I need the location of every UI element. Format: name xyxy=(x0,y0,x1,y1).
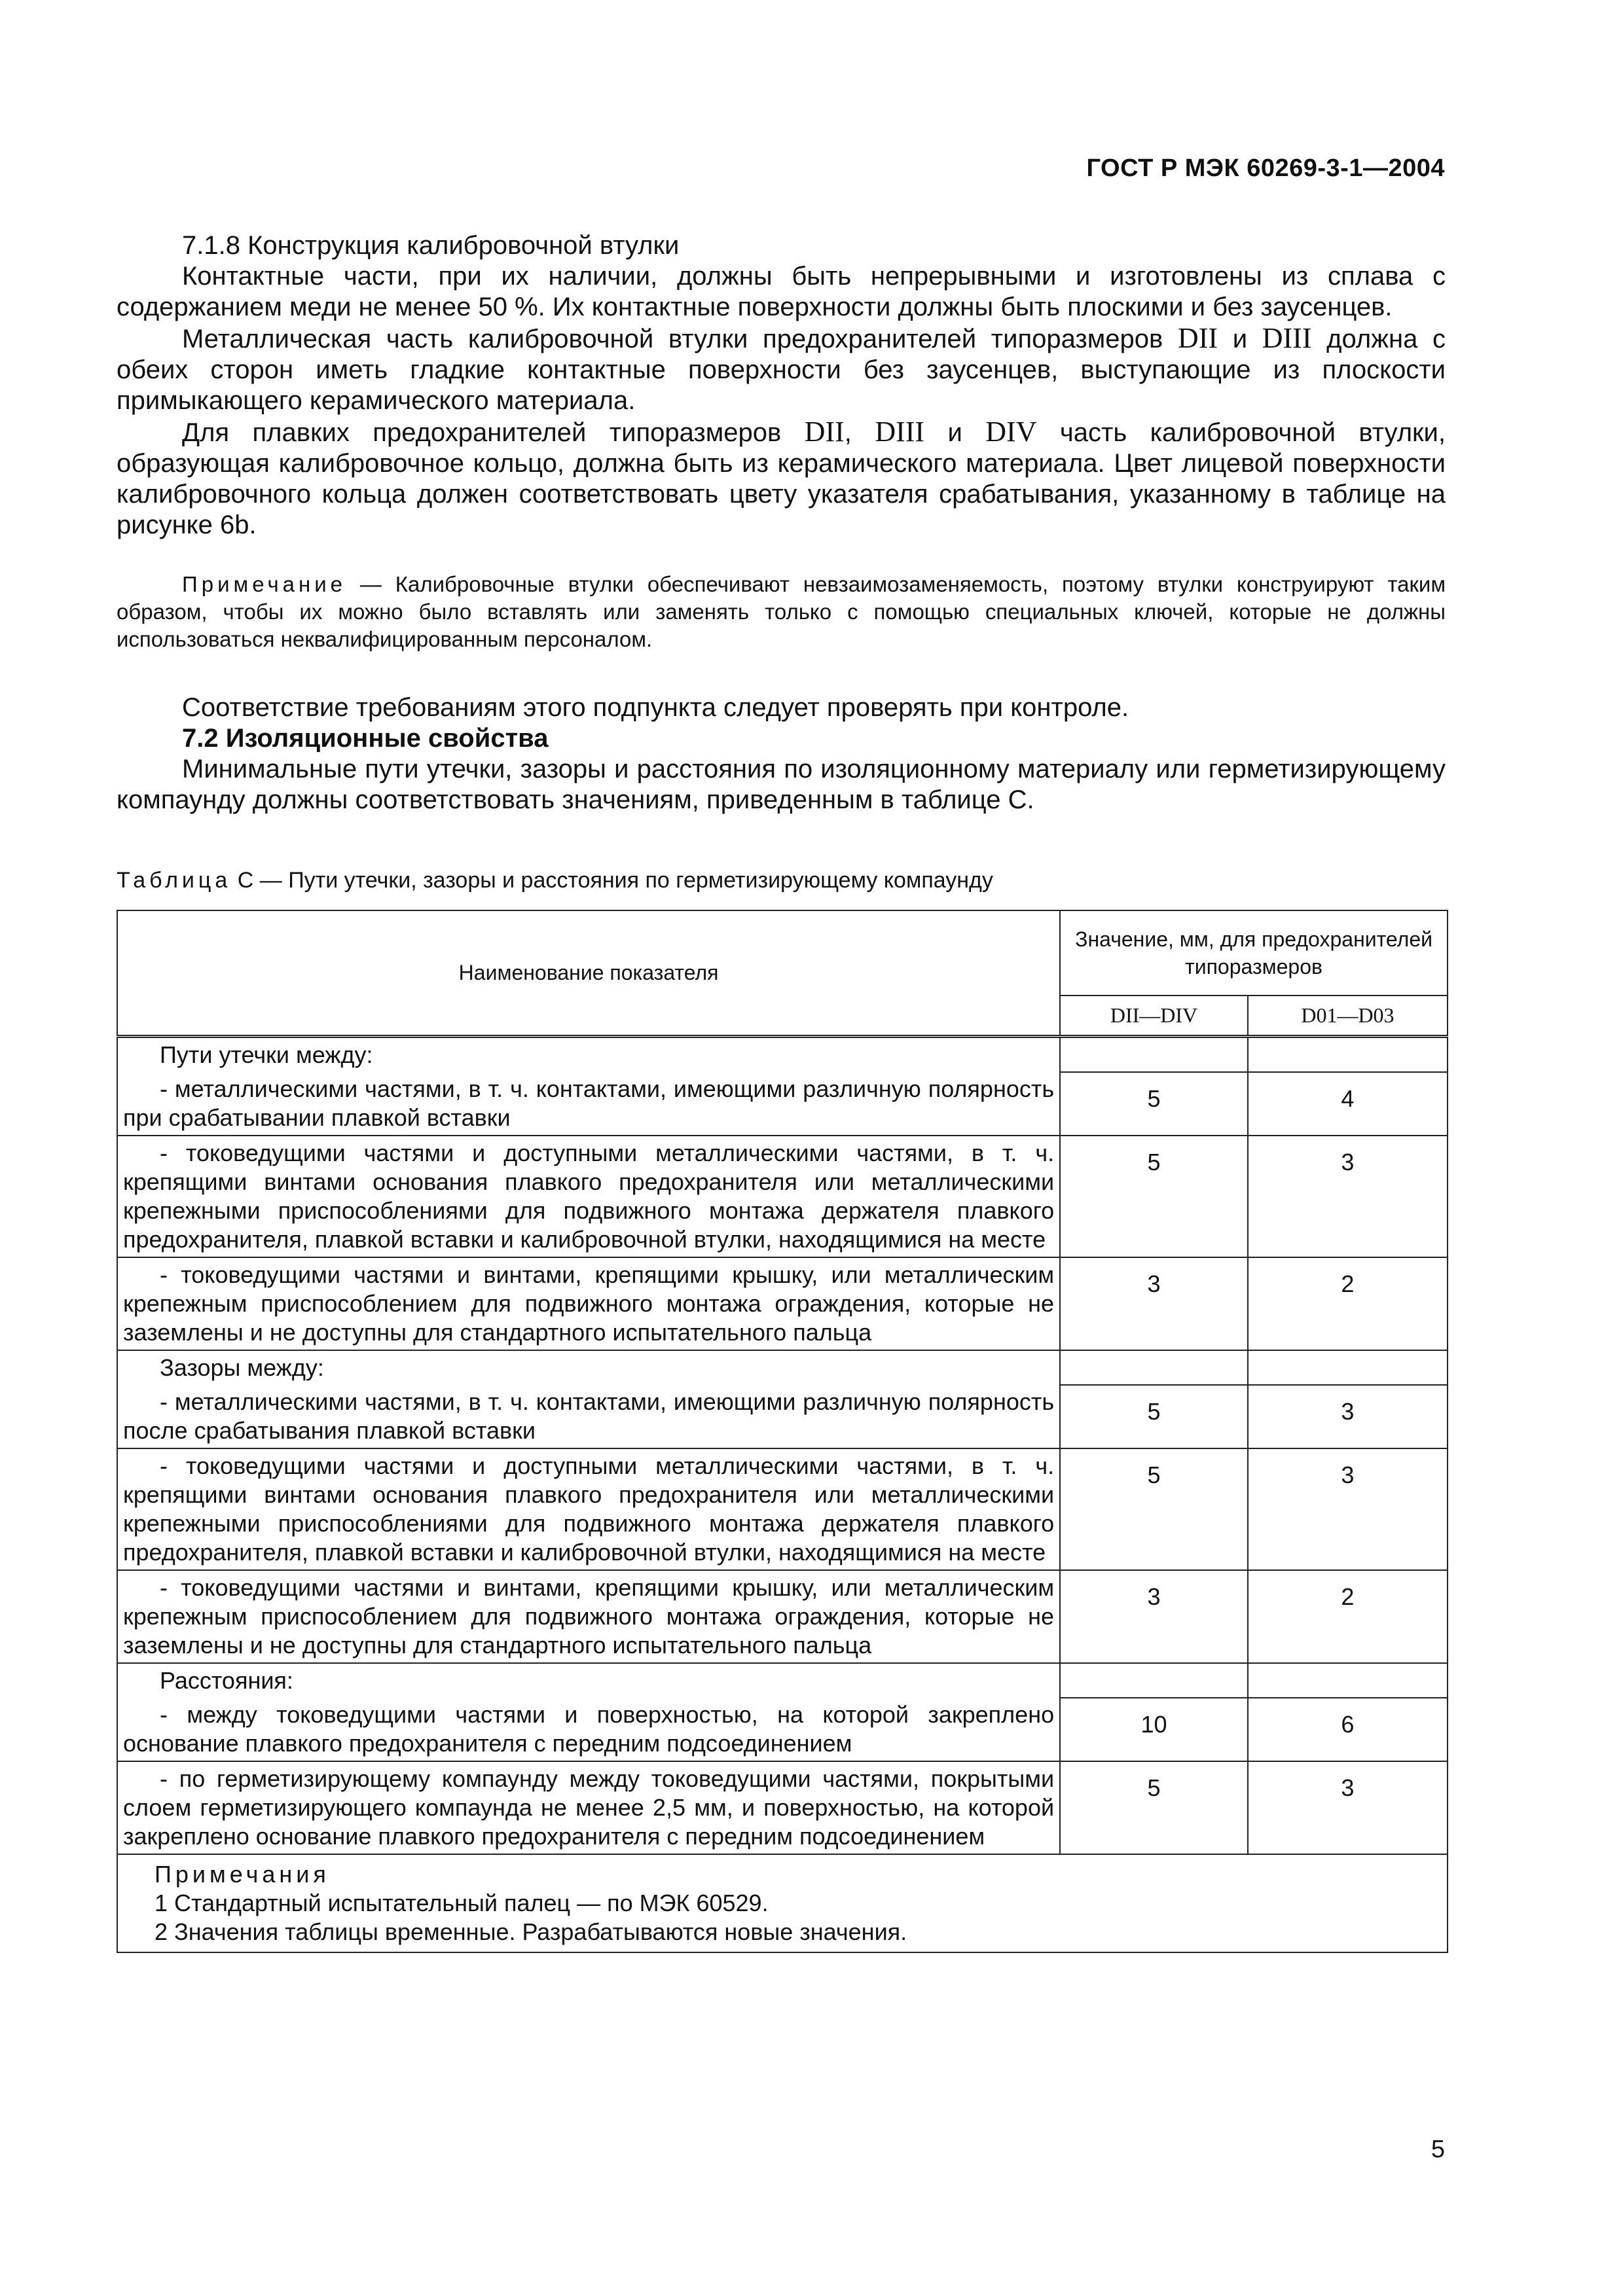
row-text: - токоведущими частями и винтами, крепящими крышку, или металлическим крепежным приспособлением для подвижного монтажа ограждения, которые не заземлены и не доступны для стандартного испытательного пальца xyxy=(117,1257,1060,1350)
row-value-a: 3 xyxy=(1060,1257,1248,1350)
row-text: - металлическими частями, в т. ч. контактами, имеющими различную полярность при срабатывании плавкой вставки xyxy=(117,1072,1060,1136)
note-1: 1 Стандартный испытательный палец — по МЭК 60529. xyxy=(155,1889,769,1916)
section-718-para3: Для плавких предохранителей типоразмеров DII, DIII и DIV часть калибровочной втулки, образующая калибровочное кольцо, должна быть из керамического материала. Цвет лицевой поверхности калибровочного кольца должен соответствовать цвету указателя срабатывания, указанному в таблице на рисунке 6b. xyxy=(117,416,1446,539)
size-code: DIII xyxy=(1262,322,1312,354)
row-value-b: 2 xyxy=(1248,1257,1448,1350)
section-718-title: 7.1.8 Конструкция калибровочной втулки xyxy=(182,231,680,260)
group-title: Зазоры между: xyxy=(117,1350,1060,1385)
row-value-a: 5 xyxy=(1060,1761,1248,1854)
size-code: DIII xyxy=(875,416,925,448)
size-code: DII xyxy=(1177,322,1218,354)
group-title: Пути утечки между: xyxy=(117,1036,1060,1072)
table-caption-label: Таблица xyxy=(117,868,232,893)
section-718-para2: Металлическая часть калибровочной втулки предохранителей типоразмеров DII и DIII должна с обеих сторон иметь гладкие контактные поверхности без заусенцев, выступающие из плоскости примыкающего керамического материала. xyxy=(117,322,1446,415)
page-number: 5 xyxy=(1431,2136,1445,2163)
table-row xyxy=(117,1136,1448,1257)
row-value-a: 10 xyxy=(1060,1698,1248,1761)
table-row xyxy=(117,1385,1448,1448)
note-label: Примечание xyxy=(182,572,347,596)
row-value-b: 3 xyxy=(1248,1136,1448,1257)
note-2: 2 Значения таблицы временные. Разрабатываются новые значения. xyxy=(155,1918,907,1945)
header-col-d01-d03: D01—D03 xyxy=(1248,996,1448,1036)
body-text xyxy=(117,230,1446,816)
section-72-para: Минимальные пути утечки, зазоры и расстояния по изоляционному материалу или герметизирующему компаунду должны соответствовать значениям, приведенным в таблице С. xyxy=(117,755,1446,814)
document-code: ГОСТ Р МЭК 60269-3-1—2004 xyxy=(1086,154,1445,182)
table-caption xyxy=(117,868,993,893)
table-c xyxy=(117,910,1448,1953)
section-718-para1: Контактные части, при их наличии, должны быть непрерывными и изготовлены из сплава с содержанием меди не менее 50 %. Их контактные поверхности должны быть плоскими и без заусенцев. xyxy=(117,262,1446,321)
table-caption-text: С — Пути утечки, зазоры и расстояния по герметизирующему компаунду xyxy=(231,868,993,893)
header-value: Значение, мм, для предохранителей типоразмеров xyxy=(1060,910,1448,996)
table-row xyxy=(117,1698,1448,1761)
row-value-a: 5 xyxy=(1060,1136,1248,1257)
row-text: - по герметизирующему компаунду между токоведущими частями, покрытыми слоем герметизирующего компаунда не менее 2,5 мм, и поверхностью, на которой закреплено основание плавкого предохранителя с передним подсоединением xyxy=(117,1761,1060,1854)
row-value-a: 5 xyxy=(1060,1385,1248,1448)
table-row xyxy=(117,1072,1448,1136)
row-value-b: 3 xyxy=(1248,1761,1448,1854)
table-row xyxy=(117,1761,1448,1854)
row-value-a: 5 xyxy=(1060,1448,1248,1570)
table-row xyxy=(117,1448,1448,1570)
row-value-b: 2 xyxy=(1248,1570,1448,1663)
table-row xyxy=(117,1570,1448,1663)
row-text: - токоведущими частями и винтами, крепящими крышку, или металлическим крепежным приспособлением для подвижного монтажа ограждения, которые не заземлены и не доступны для стандартного испытательного пальца xyxy=(117,1570,1060,1663)
size-code: DIV xyxy=(985,416,1037,448)
row-value-b: 3 xyxy=(1248,1448,1448,1570)
row-value-a: 5 xyxy=(1060,1072,1248,1136)
row-value-b: 6 xyxy=(1248,1698,1448,1761)
section-72-title: 7.2 Изоляционные свойства xyxy=(182,724,549,753)
table-notes xyxy=(117,1854,1448,1952)
table-row xyxy=(117,1257,1448,1350)
row-value-b: 3 xyxy=(1248,1385,1448,1448)
header-col-dii-div: DII—DIV xyxy=(1060,996,1248,1036)
group-title: Расстояния: xyxy=(117,1663,1060,1698)
note-text: — Калибровочные втулки обеспечивают невзаимозаменяемость, поэтому втулки конструируют таким образом, чтобы их можно было вставлять или заменять только с помощью специальных ключей, которые не должны использоваться неквалифицированным персоналом. xyxy=(117,572,1446,651)
header-name: Наименование показателя xyxy=(117,910,1060,1036)
row-text: - токоведущими частями и доступными металлическими частями, в т. ч. крепящими винтами основания плавкого предохранителя или металлическими крепежными приспособлениями для подвижного монтажа держателя плавкого предохранителя, плавкой вставки и калибровочной втулки, находящимися на месте xyxy=(117,1448,1060,1570)
row-text: - металлическими частями, в т. ч. контактами, имеющими различную полярность после срабатывания плавкой вставки xyxy=(117,1385,1060,1448)
size-code: DII xyxy=(804,416,845,448)
row-text: - токоведущими частями и доступными металлическими частями, в т. ч. крепящими винтами основания плавкого предохранителя или металлическими крепежными приспособлениями для подвижного монтажа держателя плавкого предохранителя, плавкой вставки и калибровочной втулки, находящимися на месте xyxy=(117,1136,1060,1257)
notes-title: Примечания xyxy=(155,1860,330,1888)
row-value-b: 4 xyxy=(1248,1072,1448,1136)
compliance-text: Соответствие требованиям этого подпункта следует проверять при контроле. xyxy=(182,693,1129,722)
note xyxy=(117,571,1446,653)
row-value-a: 3 xyxy=(1060,1570,1248,1663)
row-text: - между токоведущими частями и поверхностью, на которой закреплено основание плавкого предохранителя с передним подсоединением xyxy=(117,1698,1060,1761)
